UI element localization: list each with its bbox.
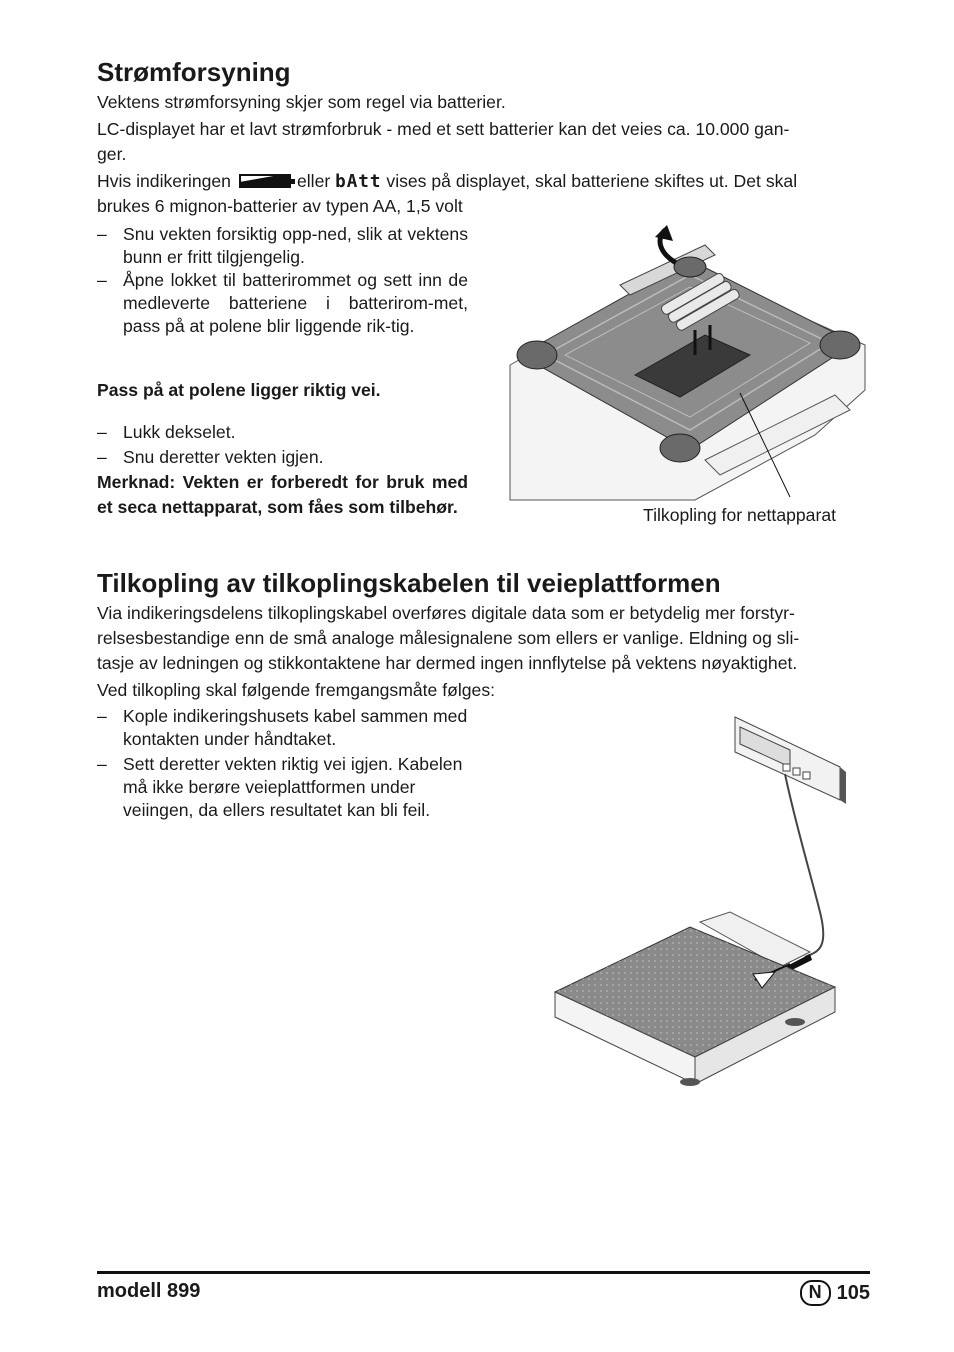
- indicator-text-eller: eller: [296, 171, 331, 191]
- steps-close-list: [97, 421, 468, 469]
- paragraph-battery-type: brukes 6 mignon-batterier av typen AA, 1,5 volt: [97, 196, 463, 216]
- list-item: – Snu deretter vekten igjen.: [97, 446, 468, 469]
- footer-model: modell 899: [97, 1280, 201, 1302]
- list-item: – Lukk dekselet.: [97, 421, 468, 444]
- paragraph-cable-line3: tasje av ledningen og stikkontaktene har dermed ingen innflytelse på vektens nøyaktighet.: [97, 653, 798, 673]
- battery-low-icon: [239, 174, 291, 188]
- footer-page: [800, 1280, 870, 1306]
- warning-polarity: Pass på at polene ligger riktig vei.: [97, 380, 381, 400]
- batt-display-text: bAtt: [335, 172, 382, 192]
- section-title-cable: Tilkopling av tilkoplingskabelen til veieplattformen: [97, 568, 721, 598]
- list-item: – Kople indikeringshusets kabel sammen med kontakten under håndtaket.: [97, 705, 468, 751]
- list-item: – Åpne lokket til batterirommet og sett inn de medleverte batteriene i batterirom-met, pass på at polene blir liggende rik-tig.: [97, 269, 468, 338]
- indicator-text-after: vises på displayet, skal batteriene skiftes ut. Det skal: [386, 171, 798, 191]
- steps-cable-list: [97, 705, 468, 822]
- page-number: 105: [836, 1281, 870, 1304]
- indicator-text-before: Hvis indikeringen: [97, 171, 231, 191]
- paragraph-cable-line1: Via indikeringsdelens tilkoplingskabel overføres digitale data som er betydelig mer forstyr-: [97, 603, 795, 623]
- paragraph-power-intro: Vektens strømforsyning skjer som regel via batterier.: [97, 92, 506, 112]
- paragraph-cable-line2: relsesbestandige enn de små analoge målesignalene som ellers er vanlige. Eldning og sli-: [97, 628, 800, 648]
- note-power-adapter: Merknad: Vekten er forberedt for bruk med et seca nettapparat, som fåes som tilbehør.: [97, 472, 468, 517]
- list-item: – Snu vekten forsiktig opp-ned, slik at vektens bunn er fritt tilgjengelig.: [97, 223, 468, 269]
- steps-battery-list: [97, 223, 468, 338]
- paragraph-indicator: [97, 169, 870, 195]
- paragraph-lc-line1: LC-displayet har et lavt strømforbruk - med et sett batterier kan det veies ca. 10.000 gan-: [97, 119, 790, 139]
- paragraph-procedure: Ved tilkopling skal følgende fremgangsmåte følges:: [97, 680, 496, 700]
- paragraph-lc-line2: ger.: [97, 144, 127, 164]
- list-item: – Sett deretter vekten riktig vei igjen. Kabelen må ikke berøre veieplattformen under veiingen, da ellers resultatet kan bli feil.: [97, 753, 468, 822]
- scale-bottom-illustration: [505, 225, 870, 503]
- figure-caption-power: Tilkopling for nettapparat: [643, 505, 836, 525]
- scale-cable-illustration: [550, 712, 850, 1090]
- language-badge: N: [800, 1280, 831, 1306]
- footer-divider: [97, 1271, 870, 1274]
- section-title-power: Strømforsyning: [97, 57, 291, 87]
